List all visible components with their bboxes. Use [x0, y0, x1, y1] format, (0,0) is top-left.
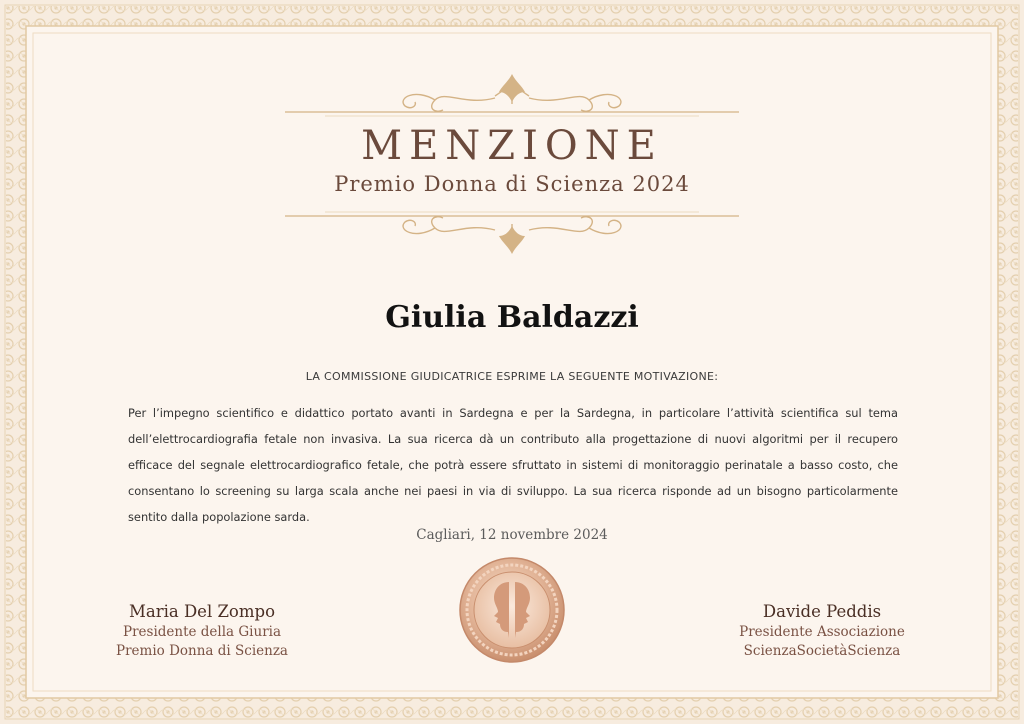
signature-left-role-line2: Premio Donna di Scienza [116, 643, 288, 659]
signature-right-name: Davide Peddis [762, 602, 882, 621]
certificate-title: MENZIONE [361, 123, 663, 169]
two-faces-profile-seal-icon [458, 556, 566, 664]
place-and-date: Cagliari, 12 novembre 2024 [416, 527, 608, 543]
signature-right [692, 601, 952, 661]
recipient-name: Giulia Baldazzi [385, 300, 639, 335]
signature-right-role-line1: Presidente Associazione [739, 624, 905, 640]
signature-left-role-line1: Presidente della Giuria [122, 624, 282, 640]
signature-left [72, 601, 332, 661]
commission-heading: LA COMMISSIONE GIUDICATRICE ESPRIME LA SEGUENTE MOTIVAZIONE: [305, 370, 719, 383]
certificate-subtitle: Premio Donna di Scienza 2024 [334, 172, 690, 196]
motivation-text: Per l’impegno scientifico e didattico portato avanti in Sardegna e per la Sardegna, in particolare l’attività scientifica sul tema dell’elettrocardiografia fetale non invasiva. La sua ricerca dà un contributo alla progettazione di nuovi algoritmi per il recupero efficace del segnale elettrocardiografico fetale, che potrà essere sfruttato in sistemi di monitoraggio perinatale a basso costo, che consentano lo screening su larga scala anche nei paesi in via di sviluppo. La sua ricerca risponde ad un bisogno particolarmente sentito dalla popolazione sarda. [128, 406, 898, 524]
signature-left-name: Maria Del Zompo [128, 602, 276, 621]
signature-right-role-line2: ScienzaSocietàScienza [743, 643, 901, 659]
